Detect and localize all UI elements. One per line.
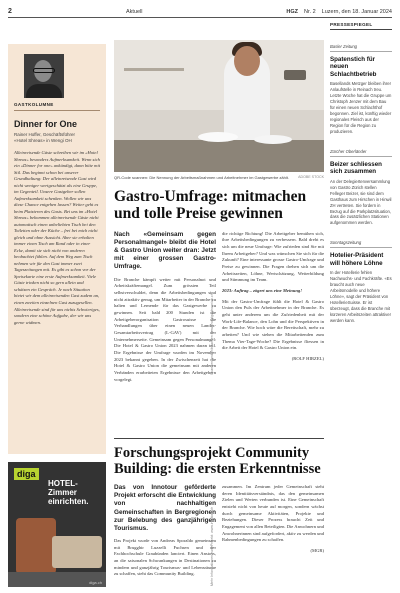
ad-headline: HOTEL-Zimmer einrichten. xyxy=(48,479,89,506)
column-body: Alleinreisende Gäste schreiben wir im «Hotel Shreas» besonders Aufmerksamkeit. Wenn sich ein «Dinner for one» ankündigt, dann bitte mit Stil. Das beginnt schon bei unserer Grundhaltung: Der alleinreisende Gast wird nicht weniger wertgeschätzt als eine Gruppe, im Gegenteil. Unsere Gastgeber sollen Aufmerksamkeit schenken. Wollen wir uns diese Chance entgehen lassen? Weiter geht es beim Platzieren des Gasts. Bei uns im «Hotel Shreas» bekommen alleinreisende Gäste nicht automatisch einen unbeliebten Tisch bei den Toiletten oder der Küche – frei bei mich nicht gleich und ohne Aussicht. Aber sie erhalten immer einen Tisch am Rand oder in einer Ecke, damit sie sich nicht von anderen beobachtet fühlen. Auf dem Weg zum Tisch nehmen wir für den Gast immer zwei Tageszeitungen mit. Es gibt es schon vor der Speisekarte eine erste Aufmerksamkeit. Viele Gäste trinken nicht so gern allein und schätzen ein Gespräch. Je nach Situation bietet wir dem alleinreisenden Gast zudem an, einen zweiten einzelnen Gast zuzugesellen. Alleinreisende sind für uns nichts Schwieriges, sondern eine schöne Aufgabe, der wir uns gerne widmen. xyxy=(14,150,100,325)
lead-col-1-text: Die Branche kämpft weiter mit Personalnot und Arbeitskräftemangel. Zum grössten Teil selbstverschuldet, denn die Arbeitsbedingungen sind nicht attraktiv genug, um Mitarbeiter in der Branche zu halten und Lernende für das Gastgewerbe zu gewinnen. Seit bald 200 Stunden ist die Arbeitgeberorganisation Gastrosuisse die Verhandlungen über einen neuen Landes-Gesamtarbeitsvertrag (L-GAV) mit der Unternehmerseite. Gemeinsam gegen Personalmangel: Die Hotel & Gastro Union 2023 nahmen daran teil. Die Ergebnisse der Umfrage wurden im November 2023 bekannt gegeben. In der Zwischenzeit hat die Hotel & Gastro Union die gemeinsam mit anderen Verbänden erarbeiteten Ergebnisse den Arbeitgebern vorgelegt. xyxy=(114,276,216,382)
press-item xyxy=(330,44,392,135)
press-headline: Beizer schliessen sich zusammen xyxy=(330,160,382,176)
author-portrait xyxy=(24,54,64,98)
guest-column xyxy=(8,44,106,454)
ad-sofa-image xyxy=(52,536,102,568)
ad-tag: diga.ch xyxy=(89,580,102,585)
photo-caption: QR-Code scannen: Die Nennung der Arbeitsmaßnahmen und Arbeitnehmer im Gastgewerbe zählt. xyxy=(114,175,289,180)
photo-caption-row xyxy=(114,175,324,180)
second-headline: Forschungsprojekt Community Building: die ersten Erkenntnisse xyxy=(114,445,321,478)
press-headline: Hotelier-Präsident will höhere Löhne xyxy=(330,252,384,267)
chef-photo xyxy=(114,40,324,172)
lead-col-2-more: Mit der Gastro-Umfrage fühlt die Hotel & Gastro Union den Puls der Arbeitnehmer in der Branche. Es geht unter anderem um die Zufriedenheit mit der Work-Life-Balance, den Lohn und die Perspektiven in der Branche. Wie hoch wäre die Bereitschaft, mehr zu arbeiten? Und wie stehen die Mitarbeitenden zum Thema Vier-Tage-Woche? Die Ergebnisse fliessen in die Arbeit der Hotel & Gastro Union ein. xyxy=(222,298,324,351)
lead-col-2-credit: (ROLF HIRZEL) xyxy=(291,355,324,361)
page-number: 2 xyxy=(8,8,12,15)
lead-side-label[interactable]: Scannen und mitmachen: www.hotelgastrounion.ch xyxy=(210,293,214,375)
press-source: Basler Zeitung xyxy=(330,44,392,52)
column-rubric: GASTKOLUMNE xyxy=(14,102,100,111)
second-col-1-text: Das Projekt wurde von Andreas Sporaldo gemeinsam mit Brugghir Luzzelli Fuchsen und der Fachhochschule Graubünden lanciert. Einen Anstoss, an die saisonalen Schwankungen in Destinationen zu mindern und ganzjährig Tourismus- und Lebensräume zu schaffen, steht das Community Building. xyxy=(114,538,216,577)
column-title: Dinner for One xyxy=(14,119,78,129)
section-label: Aktuell xyxy=(126,8,143,15)
press-body: In der Hotellerie fehlen Nachwuchs- und Fachkräfte. «Es braucht auch neue Arbeitsmodelle und höhere Löhne», sagt der Präsident von HotellerieSuisse. Er ist überzeugt, dass die Branche mit kürzeren Arbeitszeiten attraktiver werden kann. xyxy=(330,270,392,323)
second-side-label[interactable]: Mehr Informationen zum Projekt: www.innotour.ch xyxy=(210,506,214,586)
press-body: An der Delegiertenversammlung von Gastro Zürich stellen Felleger Beizer, sie sind dem Gasthaus zum Hirschen in Hinwil ZH vertreten. Sie fordern in Bezug auf die Parkplatzsituation, dass die zusätzlichen Stationen aufgenommen werden. xyxy=(330,178,392,226)
second-col-2-credit: (MGR) xyxy=(310,547,324,553)
press-review xyxy=(330,22,392,324)
lead-col-1 xyxy=(114,231,216,387)
brand-label: HGZ xyxy=(286,8,299,15)
second-col-1 xyxy=(114,484,216,582)
second-col-2-text: zusammen. Im Zentrum jeder Gemeinschaft steht deren Identitätsverständnis, das den gemeinsamen Zielen und Werten verbunden ist. Eine Gemeinschaft entsteht nicht von heute auf morgen, sondern wächst durch gemeinsame Aktivitäten, Projekte und Beziehungen. Dieser Prozess braucht Zeit und Engagement von allen Beteiligten. Die Anwohnern und Anwohnerinnen sind aufgefordert, aktiv zu werden und Rahmenbedingungen zu schaffen. xyxy=(222,484,324,543)
lead-col-2-subhead: 2023: Auftrag – zögert uns eine Meinung! xyxy=(222,287,302,293)
lead-col-2-text: die richtige Richtung! Die Arbeitgeber bemühen sich, ihre Arbeitsbedingungen zu verbessern. Bald dreht es sich um die neue Umfrage: Wie zufrieden sind Sie mit Ihrem Arbeitgeber? Und was wünschen Sie sich für die Zukunft? Eine interessante grosse Gastro-Umfrage und Preise zu gewinnen. Die Fragen drehen sich um die Arbeitszeiten, Löhne, Wertschätzung, Weiterbildung und Stimmung im Team. xyxy=(222,230,324,283)
lead-col-2 xyxy=(222,231,324,387)
photo-credit: ADOBE STOCK xyxy=(298,175,324,179)
page-header xyxy=(8,6,392,18)
press-item xyxy=(330,149,392,227)
issue-number: Nr. 2 xyxy=(304,8,316,15)
advertisement[interactable] xyxy=(8,462,106,587)
press-source: Sonntagszeitung xyxy=(330,240,392,248)
second-intro: Das von Innotour geförderte Projekt erforscht die Entwicklung von nachhaltigen Gemeinschaften in Bergregionen zur Belebung des ganzjährigen Tourismus. xyxy=(114,484,216,532)
lead-headline: Gastro-Umfrage: mitmachen und tolle Preise gewinnen xyxy=(114,188,307,223)
issue-date: Luzern, den 18. Januar 2024 xyxy=(321,8,392,15)
press-body: Basellands Metzger bleiben ihrer Anlaufstelle in Reinach treu. Letzte Woche hat die Gruppe um Christoph Jenzer mit dem Bau für einen neuen Schlachthof begonnen. Ziel ist, künftig wieder regionales Fleisch aus der Region für die Region zu produzieren. xyxy=(330,81,392,134)
press-headline: Spatenstich für neuen Schlachtbetrieb xyxy=(330,56,377,78)
column-author: Rainer Hoffer, Geschäftsführer «Hotel Shreas» in Wengi OH xyxy=(14,132,75,144)
press-title: PRESSESPIEGEL xyxy=(330,22,392,30)
press-item xyxy=(330,240,392,323)
second-col-2 xyxy=(222,484,324,582)
ad-logo: diga xyxy=(14,468,39,480)
press-source: Zürcher Oberländer xyxy=(330,149,392,157)
ad-chair-image xyxy=(16,518,56,574)
lead-story xyxy=(114,40,324,387)
second-story xyxy=(114,484,324,582)
lead-intro: Nach «Gemeinsam gegen Personalmangel» bleibt die Hotel & Gastro Union weiter dran: Jetzt mit einer grossen Gastro-Umfrage. xyxy=(114,230,216,271)
